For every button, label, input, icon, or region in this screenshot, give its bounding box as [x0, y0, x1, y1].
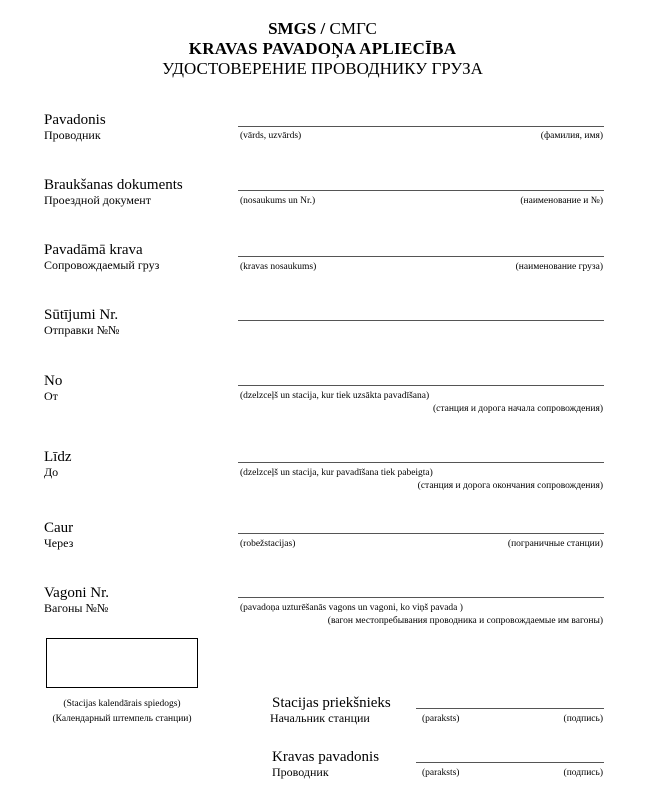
field-from-label-ru: От	[44, 389, 58, 403]
field-via-hint-right: (пограничные станции)	[507, 539, 603, 549]
field-wagons-hint-left: (pavadoņa uzturēšanās vagons un vagoni, ko viņš pavada )	[240, 603, 463, 613]
cargo-conductor-label-ru: Проводник	[272, 765, 329, 779]
field-to-label-ru: До	[44, 465, 59, 479]
field-to-label-lv: Līdz	[44, 449, 72, 465]
field-from-hint-right: (станция и дорога начала сопровождения)	[432, 404, 603, 414]
field-wagons-label-ru: Вагоны №№	[44, 601, 109, 615]
field-cargo-label-lv: Pavadāmā krava	[44, 242, 143, 258]
field-via-line[interactable]	[238, 533, 604, 534]
field-to-hint-left: (dzelzceļš un stacija, kur pavadīšana tiek pabeigta)	[240, 468, 433, 478]
field-cargo-hint-left: (kravas nosaukums)	[240, 262, 317, 272]
cargo-conductor-hint-right: (подпись)	[563, 768, 603, 778]
cargo-conductor-signature-line[interactable]	[416, 762, 604, 763]
field-cargo-line[interactable]	[238, 256, 604, 257]
field-via-hint-left: (robežstacijas)	[240, 539, 296, 549]
station-master-hint-left: (paraksts)	[422, 714, 460, 724]
station-stamp-box	[46, 638, 198, 688]
form-code	[0, 18, 645, 40]
field-from-line[interactable]	[238, 385, 604, 386]
form-title-lv: KRAVAS PAVADOŅA APLIECĪBA	[188, 39, 457, 58]
field-shipments-label-ru: Отправки №№	[44, 323, 120, 337]
field-via-label-ru: Через	[44, 536, 74, 550]
cargo-conductor-hint-left: (paraksts)	[422, 768, 460, 778]
station-master-signature-line[interactable]	[416, 708, 604, 709]
field-conductor-line[interactable]	[238, 126, 604, 127]
field-shipments-label-lv: Sūtījumi Nr.	[44, 307, 119, 323]
field-to-line[interactable]	[238, 462, 604, 463]
field-conductor-label-ru: Проводник	[44, 128, 101, 142]
form-code-rest: СМГС	[325, 19, 377, 38]
field-travel-doc-label-ru: Проездной документ	[44, 193, 151, 207]
field-travel-doc-hint-right: (наименование и №)	[520, 196, 603, 206]
field-from-hint-left: (dzelzceļš un stacija, kur tiek uzsākta pavadīšana)	[240, 391, 430, 401]
station-stamp-label-lv: (Stacijas kalendārais spiedogs)	[63, 699, 181, 709]
station-stamp-label-ru: (Календарный штемпель станции)	[52, 714, 192, 724]
field-conductor-hint-left: (vārds, uzvārds)	[240, 131, 302, 141]
station-master-label-ru: Начальник станции	[270, 711, 370, 725]
field-wagons-label-lv: Vagoni Nr.	[44, 585, 109, 601]
field-travel-doc-hint-left: (nosaukums un Nr.)	[240, 196, 316, 206]
field-conductor-hint-right: (фамилия, имя)	[540, 131, 603, 141]
field-via-label-lv: Caur	[44, 520, 74, 536]
cargo-conductor-label-lv: Kravas pavadonis	[272, 749, 380, 765]
field-conductor-label-lv: Pavadonis	[44, 112, 106, 128]
field-travel-doc-label-lv: Braukšanas dokuments	[44, 177, 183, 193]
field-travel-doc-line[interactable]	[238, 190, 604, 191]
station-master-hint-right: (подпись)	[563, 714, 603, 724]
field-cargo-hint-right: (наименование груза)	[515, 262, 603, 272]
field-wagons-hint-right: (вагон местопребывания проводника и сопровождаемые им вагоны)	[327, 616, 603, 626]
field-to-hint-right: (станция и дорога окончания сопровождения)	[417, 481, 603, 491]
field-cargo-label-ru: Сопровождаемый груз	[44, 258, 160, 272]
form-code-bold: SMGS /	[268, 19, 326, 38]
form-title-ru: УДОСТОВЕРЕНИЕ ПРОВОДНИКУ ГРУЗА	[162, 59, 483, 78]
field-wagons-line[interactable]	[238, 597, 604, 598]
field-shipments-line[interactable]	[238, 320, 604, 321]
station-master-label-lv: Stacijas priekšnieks	[272, 695, 391, 711]
field-from-label-lv: No	[44, 373, 63, 389]
